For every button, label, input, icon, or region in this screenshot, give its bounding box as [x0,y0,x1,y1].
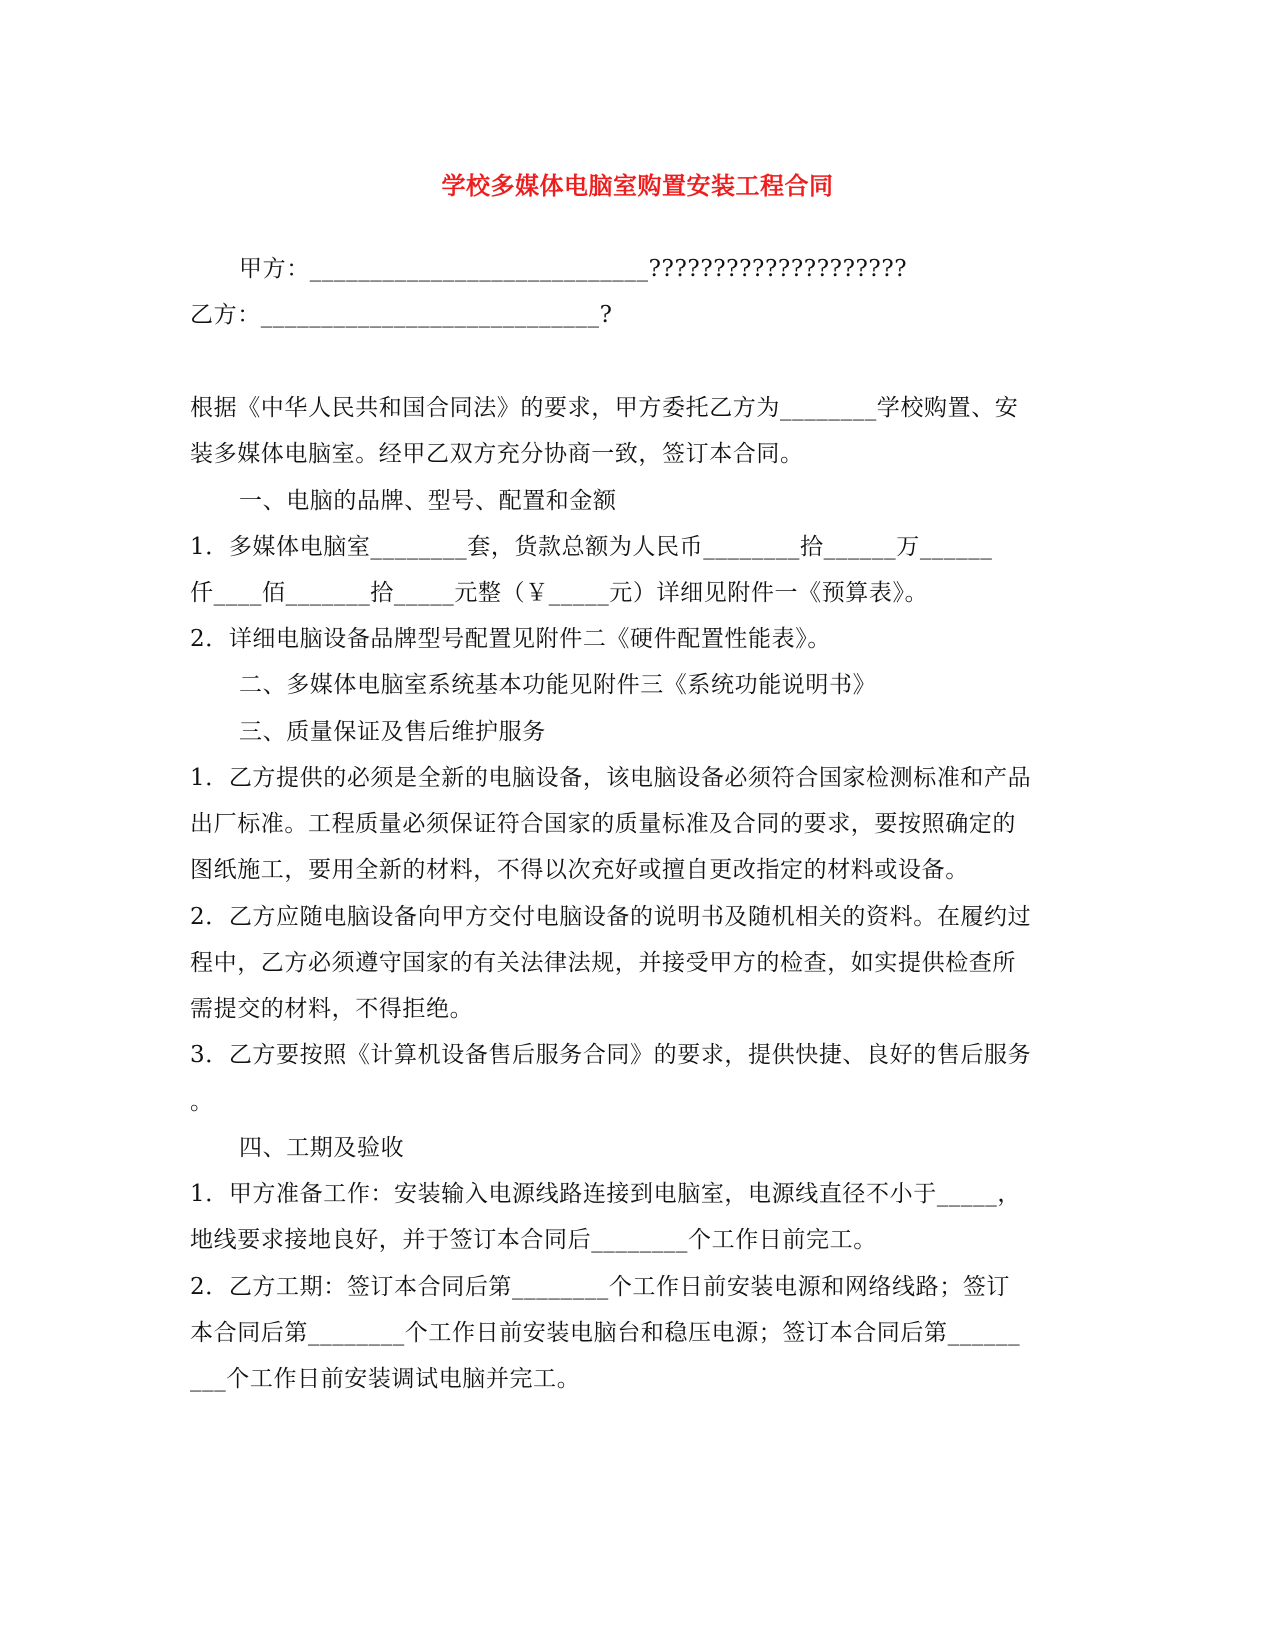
section-3-item-3-line-1: 3．乙方要按照《计算机设备售后服务合同》的要求，提供快捷、良好的售后服务 [190,1042,1032,1068]
section-4-item-1-line-2: 地线要求接地良好，并于签订本合同后________个工作日前完工。 [190,1227,877,1253]
section-1-item-2: 2．详细电脑设备品牌型号配置见附件二《硬件配置性能表》。 [190,626,831,652]
section-1-item-1-line-2: 仟____佰_______拾_____元整（￥_____元）详细见附件一《预算表》。 [190,580,929,606]
section-4-item-2-line-1: 2．乙方工期：签订本合同后第________个工作日前安装电源和网络线路；签订 [190,1274,1011,1300]
section-3-item-2-line-1: 2．乙方应随电脑设备向甲方交付电脑设备的说明书及随机相关的资料。在履约过 [190,904,1032,930]
section-3-item-3-line-2: 。 [190,1089,214,1115]
preamble-line-1: 根据《中华人民共和国合同法》的要求，甲方委托乙方为________学校购置、安 [190,395,1019,421]
section-3-item-1-line-3: 图纸施工，要用全新的材料，不得以次充好或擅自更改指定的材料或设备。 [190,857,969,883]
section-3-item-1-line-2: 出厂标准。工程质量必须保证符合国家的质量标准及合同的要求，要按照确定的 [190,811,1016,837]
section-2-heading: 二、多媒体电脑室系统基本功能见附件三《系统功能说明书》 [239,672,877,698]
party-b-line: 乙方：____________________________? [190,302,613,328]
section-3-item-2-line-2: 程中，乙方必须遵守国家的有关法律法规，并接受甲方的检查，如实提供检查所 [190,950,1016,976]
party-a-line: 甲方：____________________________???????????????????? [239,256,908,282]
document-title: 学校多媒体电脑室购置安装工程合同 [441,171,834,200]
section-4-heading: 四、工期及验收 [239,1135,405,1161]
section-1-item-1-line-1: 1．多媒体电脑室________套，货款总额为人民币________拾______万______ [190,534,993,560]
preamble-line-2: 装多媒体电脑室。经甲乙双方充分协商一致，签订本合同。 [190,441,804,467]
section-3-heading: 三、质量保证及售后维护服务 [239,719,546,745]
section-4-item-2-line-3: ___个工作日前安装调试电脑并完工。 [190,1366,581,1392]
section-4-item-2-line-2: 本合同后第________个工作日前安装电脑台和稳压电源；签订本合同后第______ [190,1320,1021,1346]
section-1-heading: 一、电脑的品牌、型号、配置和金额 [239,488,617,514]
section-3-item-2-line-3: 需提交的材料，不得拒绝。 [190,996,474,1022]
section-3-item-1-line-1: 1．乙方提供的必须是全新的电脑设备，该电脑设备必须符合国家检测标准和产品 [190,765,1032,791]
section-4-item-1-line-1: 1．甲方准备工作：安装输入电源线路连接到电脑室，电源线直径不小于_____， [190,1181,1021,1207]
